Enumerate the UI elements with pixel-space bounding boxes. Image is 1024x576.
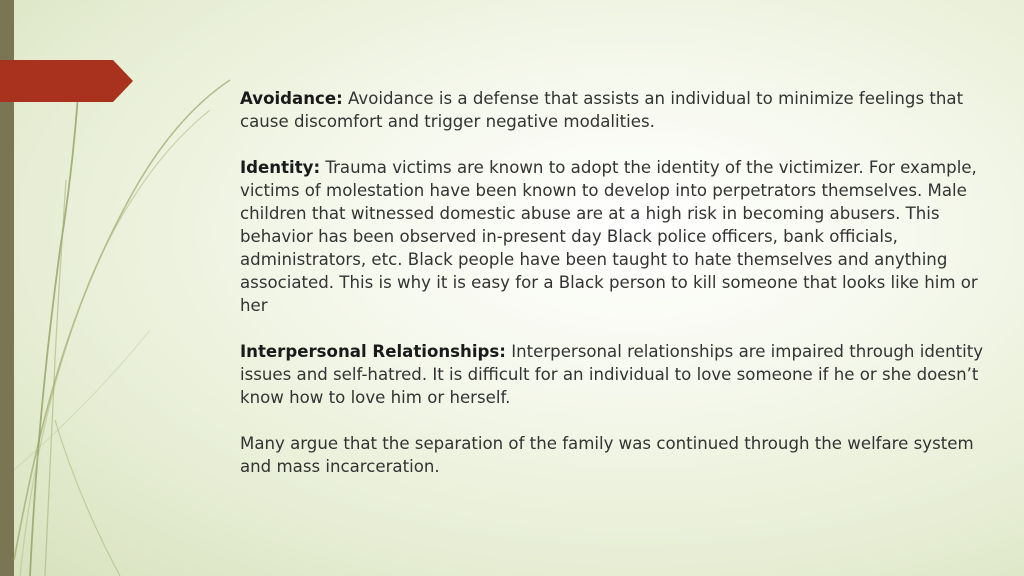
accent-arrow-tab bbox=[0, 60, 133, 102]
text-identity: Trauma victims are known to adopt the identity of the victimizer. For example, victims of molestation have been known to develop into perpetrators themselves. Male children that witnessed domestic abuse are at a high risk in becoming abusers. This behavior has been observed in-present day Black police officers, bank officials, administrators, etc. Black people have been taught to hate themselves and anything associated. This is why it is easy for a Black person to kill someone that looks like him or her bbox=[240, 158, 978, 315]
text-interpersonal: Interpersonal relationships are impaired through identity issues and self-hatred. It is difficult for an individual to love someone if he or she doesn’t know how to love him or herself. bbox=[240, 342, 984, 407]
paragraph-interpersonal bbox=[240, 340, 985, 409]
paragraph-identity bbox=[240, 156, 985, 317]
term-interpersonal: Interpersonal Relationships: bbox=[240, 342, 506, 361]
paragraph-avoidance bbox=[240, 87, 985, 133]
term-identity: Identity: bbox=[240, 158, 321, 177]
term-avoidance: Avoidance: bbox=[240, 89, 343, 108]
text-separation: Many argue that the separation of the family was continued through the welfare system and mass incarceration. bbox=[240, 434, 974, 476]
slide-content bbox=[240, 87, 985, 501]
text-avoidance: Avoidance is a defense that assists an individual to minimize feelings that cause discomfort and trigger negative modalities. bbox=[240, 89, 964, 131]
paragraph-separation bbox=[240, 432, 985, 478]
